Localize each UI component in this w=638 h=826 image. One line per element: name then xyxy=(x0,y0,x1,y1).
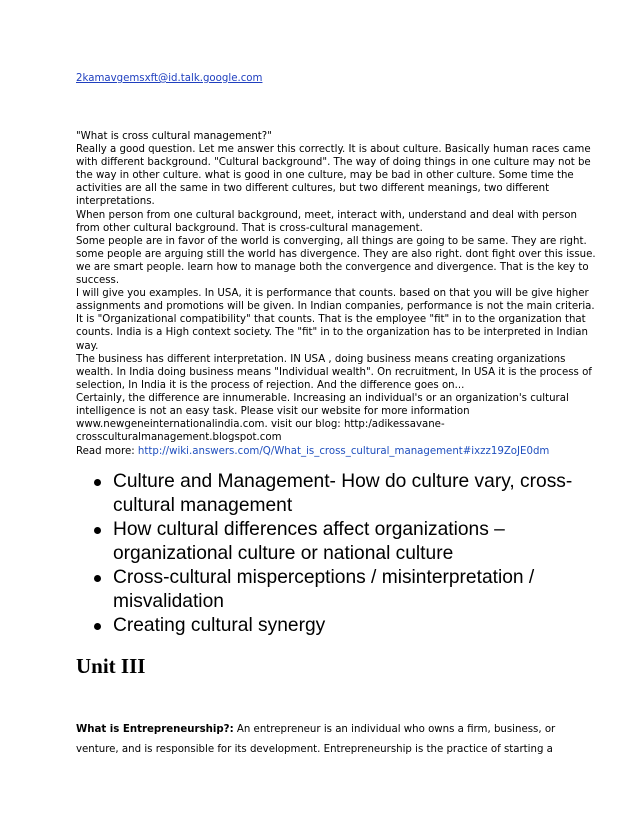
answer-text-block xyxy=(76,130,596,444)
answer-line: Really a good question. Let me answer this correctly. It is about culture. Basically human races came xyxy=(76,144,591,156)
entrepreneurship-line: venture, and is responsible for its development. Entrepreneurship is the practice of starting a xyxy=(76,744,553,755)
read-more-label: Read more: xyxy=(76,446,138,457)
bullet-line: Creating cultural synergy xyxy=(113,615,326,636)
email-link[interactable]: 2kamavgemsxft@id.talk.google.com xyxy=(76,73,263,84)
answer-line: with different background. "Cultural background". The way of doing things in one culture may not be xyxy=(76,157,591,169)
answer-line: It is "Organizational compatibility" that counts. That is the employee "fit" in to the organization that xyxy=(76,314,586,326)
answer-line: activities are all the same in two different cultures, but two different meanings, two different xyxy=(76,183,550,195)
answer-line: interpretations. xyxy=(76,196,155,208)
bullet-icon xyxy=(94,623,101,630)
answer-line: "What is cross cultural management?" xyxy=(76,131,272,142)
answer-line: from other cultural background. That is cross-cultural management. xyxy=(76,222,423,234)
bullet-line: Culture and Management- How do culture vary, cross- xyxy=(113,471,573,492)
entrepreneurship-paragraph xyxy=(76,720,596,760)
answer-line: I will give you examples. In USA, it is performance that counts. based on that you will be give higher xyxy=(76,288,589,300)
answer-line: When person from one cultural background, meet, interact with, understand and deal with person xyxy=(76,209,577,221)
answer-line: success. xyxy=(76,275,120,287)
bullet-line: organizational culture or national culture xyxy=(113,543,454,564)
answer-line: Some people are in favor of the world is converging, all things are going to be same. They are right. xyxy=(76,235,587,247)
bullet-icon xyxy=(94,527,101,534)
bullet-item xyxy=(93,470,573,518)
answer-line: wealth. In India doing business means "Individual wealth". On recruitment, In USA it is the process of xyxy=(76,366,592,378)
answer-line: www.newgeneinternationalindia.com. visit our blog: http:/adikessavane- xyxy=(76,419,445,431)
answer-line: we are smart people. learn how to manage both the convergence and divergence. That is the key to xyxy=(76,261,589,273)
answer-line: Certainly, the difference are innumerable. Increasing an individual's or an organization's cultural xyxy=(76,392,569,404)
entrepreneurship-definition: An entrepreneur is an individual who owns a firm, business, or xyxy=(233,724,556,735)
bullet-item xyxy=(93,614,573,638)
bullet-item xyxy=(93,518,573,566)
bullet-line: cultural management xyxy=(113,495,293,516)
bullet-line: misvalidation xyxy=(113,591,224,612)
answer-line: selection, In India it is the process of rejection. And the difference goes on... xyxy=(76,379,465,391)
answer-line: intelligence is not an easy task. Please visit our website for more information xyxy=(76,405,470,417)
answer-line: the way in other culture. what is good in one culture, may be bad in other culture. Some time the xyxy=(76,170,574,182)
answer-line: The business has different interpretation. IN USA , doing business means creating organizations xyxy=(76,353,566,365)
answer-line: crossculturalmanagement.blogspot.com xyxy=(76,432,282,444)
bullet-icon xyxy=(94,479,101,486)
bullet-item xyxy=(93,566,573,614)
entrepreneurship-line xyxy=(76,720,596,740)
bullet-line: Cross-cultural misperceptions / misinterpretation / xyxy=(113,567,535,588)
entrepreneurship-term: What is Entrepreneurship?: xyxy=(76,724,234,735)
read-more-line xyxy=(76,446,549,457)
read-more-link[interactable]: http://wiki.answers.com/Q/What_is_cross_cultural_management#ixzz19ZoJE0dm xyxy=(137,446,550,457)
bullet-icon xyxy=(94,575,101,582)
answer-line: way. xyxy=(76,340,99,352)
topic-bullet-list xyxy=(93,470,573,638)
bullet-line: How cultural differences affect organizations – xyxy=(113,519,505,540)
answer-line: counts. India is a High context society. The "fit" in to the organization has to be interpreted in Indian xyxy=(76,327,589,339)
answer-line: assignments and promotions will be given. In Indian companies, performance is not the main criteria. xyxy=(76,301,595,313)
answer-line: some people are arguing still the world has divergence. They are also right. dont fight over this issue. xyxy=(76,248,596,260)
unit-heading: Unit III xyxy=(76,654,146,678)
